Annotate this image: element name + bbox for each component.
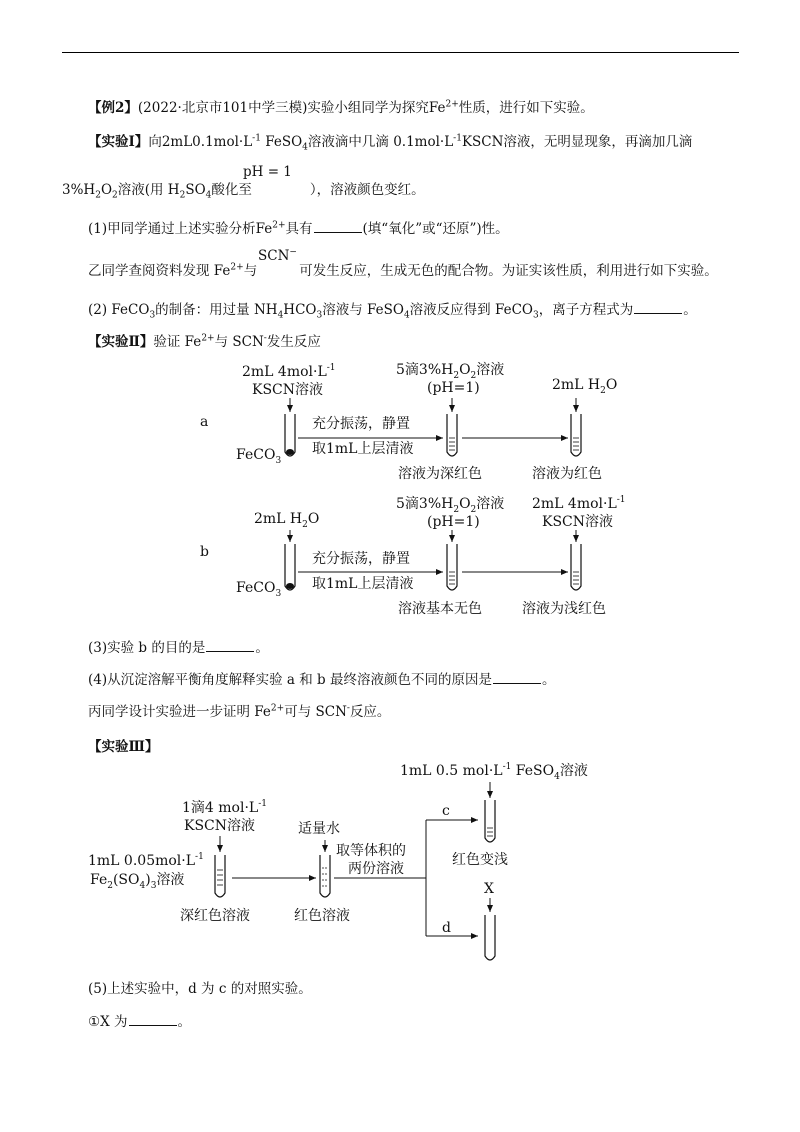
example-header: 【例2】(2022·北京市101中学三模)实验小组同学为探究$Fe^{2+}$性质，进行如下实验。 [88, 99, 594, 116]
tube2-result: 红色溶液 [294, 908, 350, 924]
tube-c [485, 800, 495, 842]
exp1-line1: 【实验Ⅰ】向$2mL0.1mol\cdot L^{-1}$ FeSO$_4$溶液滴中几滴 $0.1mol\cdot L^{-1}KSCN$溶液，无明显现象，再滴加几滴 [88, 133, 693, 153]
b-reagent1: 2mL $H_2O$ [254, 511, 320, 530]
exp3-tag: 【实验Ⅲ】 [88, 739, 159, 755]
b-solid-label: FeCO$_3$ [236, 580, 282, 599]
question-4: (4)从沉淀溶解平衡角度解释实验 a 和 b 最终溶液颜色不同的原因是 。 [88, 672, 556, 688]
label-x: X [484, 881, 494, 897]
tube-d [485, 915, 495, 960]
exp1-tag: 【实验Ⅰ】 [88, 134, 149, 150]
a-arrow-text-2: 取1mL上层清液 [312, 441, 414, 457]
exp2-heading: 【实验Ⅱ】验证 $Fe^{2+}$与 SCN-发生反应 [88, 333, 321, 350]
b-result-1: 溶液基本无色 [398, 601, 482, 617]
b-reagent2-line1: 5滴$3\%H_2O_2$溶液 [396, 496, 505, 515]
tube-1 [215, 855, 225, 897]
b-arrow-text-1: 充分振荡，静置 [312, 551, 410, 567]
b-reagent2-line2: (pH=1) [427, 514, 480, 530]
answer-blank-5[interactable] [129, 1013, 177, 1026]
a-reagent1-line2: KSCN溶液 [252, 382, 324, 398]
a-reagent3: 2mL $H_2O$ [552, 377, 618, 396]
question-1: (1)甲同学通过上述实验分析$Fe^{2+}$具有 (填“氧化”或“还原”)性。 [88, 220, 509, 237]
fe3-reagent-line1: 1mL $0.05mol\cdot L^{-1}$ [88, 852, 204, 869]
example-tag: 【例2】 [88, 100, 138, 116]
c-result: 红色变浅 [452, 852, 508, 868]
b-result-2: 溶液为浅红色 [522, 601, 606, 617]
fe3-reagent-line2: $Fe_2(SO_4)_3$溶液 [90, 872, 185, 891]
label-d: d [442, 920, 451, 936]
exp1-line2: $3\%H_2O_2$溶液(用 $H_2SO_4$酸化至 ），溶液颜色变红。 [62, 182, 425, 201]
tube1-result: 深红色溶液 [180, 908, 250, 924]
fe2-reagent: 1mL 0.5 $mol\cdot L^{-1}$ FeSO$_4$溶液 [400, 762, 588, 782]
a-reagent2-line1: 5滴$3\%H_2O_2$溶液 [396, 362, 505, 381]
question-3: (3)实验 b 的目的是 。 [88, 640, 269, 656]
question-5: (5)上述实验中，d 为 c 的对照实验。 [88, 981, 312, 997]
question-2: (2) FeCO$_3$的制备：用过量 $NH_4HCO_3$溶液与 FeSO$_4$溶液反应得到 FeCO$_3$，离子方程式为 。 [88, 302, 697, 321]
kscn-reagent-line2: KSCN溶液 [184, 818, 256, 834]
yi-paragraph: 乙同学查阅资料发现 $Fe^{2+}$与 可发生反应，生成无色的配合物。为证实该性质，利用进行如下实验。 [88, 262, 718, 279]
a-reagent2-line2: (pH=1) [427, 380, 480, 396]
b-reagent3-line2: KSCN溶液 [542, 514, 614, 530]
label-c: c [442, 803, 450, 819]
row-label-b: b [200, 544, 209, 560]
b-arrow-text-2: 取1mL上层清液 [312, 576, 414, 592]
split-text-1: 取等体积的 [336, 843, 406, 859]
a-solid-label: FeCO$_3$ [236, 447, 282, 466]
tube-2 [320, 855, 330, 897]
question-5-1: ①X 为 。 [88, 1014, 192, 1030]
a-arrow-text-1: 充分振荡，静置 [312, 416, 410, 432]
a-result-1: 溶液为深红色 [398, 466, 482, 482]
kscn-reagent-line1: 1滴4 $mol\cdot L^{-1}$ [182, 799, 267, 816]
row-label-a: a [200, 414, 209, 430]
scn-label: SCN− [258, 247, 297, 264]
split-text-2: 两份溶液 [348, 861, 404, 877]
water-label: 适量水 [298, 821, 340, 837]
bing-paragraph: 丙同学设计实验进一步证明 $Fe^{2+}$可与 SCN-反应。 [88, 703, 391, 720]
a-reagent1-line1: 2mL $4mol\cdot L^{-1}$ [242, 363, 336, 380]
ph-label: pH = 1 [243, 164, 292, 180]
b-reagent3-line1: 2mL $4mol\cdot L^{-1}$ [532, 495, 626, 512]
a-result-2: 溶液为红色 [532, 466, 602, 482]
exp2-tag: 【实验Ⅱ】 [88, 334, 154, 350]
